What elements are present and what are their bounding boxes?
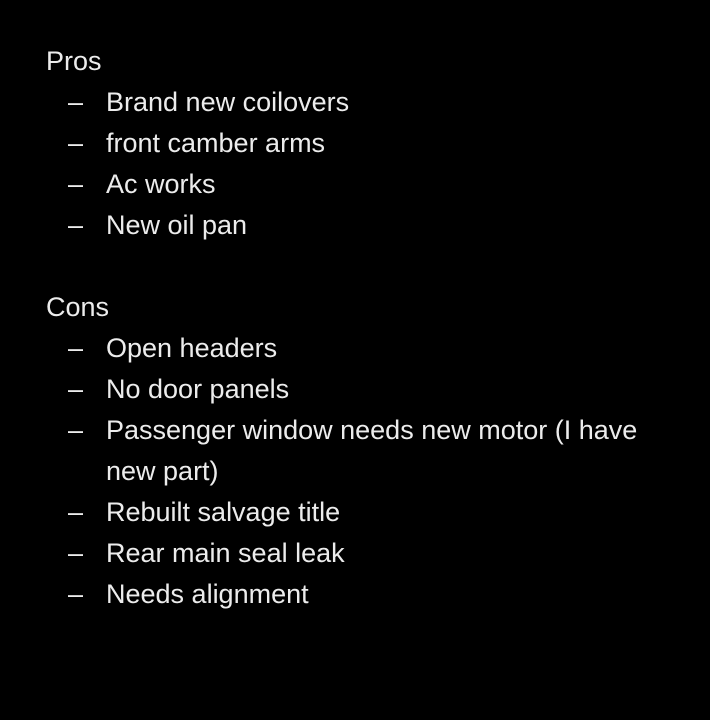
dash-bullet: – <box>68 415 84 445</box>
list-item <box>46 533 666 574</box>
list-item <box>46 123 666 164</box>
cons-list <box>46 328 666 615</box>
section-heading-cons: Cons <box>46 292 110 322</box>
list-item <box>46 492 666 533</box>
list-item-text: Needs alignment <box>106 579 309 609</box>
dash-bullet: – <box>68 538 84 568</box>
list-item <box>46 205 666 246</box>
list-item-text: No door panels <box>106 374 290 404</box>
dash-bullet: – <box>68 210 84 240</box>
dash-bullet: – <box>68 579 84 609</box>
blank-line <box>46 246 666 287</box>
section-heading-pros: Pros <box>46 46 102 76</box>
pros-list <box>46 82 666 246</box>
list-item-text: Rear main seal leak <box>106 538 345 568</box>
list-item-text: front camber arms <box>106 128 326 158</box>
list-item-text: New oil pan <box>106 210 248 240</box>
list-item-text: Ac works <box>106 169 216 199</box>
dash-bullet: – <box>68 87 84 117</box>
list-item <box>46 369 666 410</box>
list-item <box>46 82 666 123</box>
dash-bullet: – <box>68 128 84 158</box>
list-item <box>46 164 666 205</box>
list-item-text: Open headers <box>106 333 278 363</box>
list-item-text: Passenger window needs new motor (I have new part) <box>106 415 638 486</box>
dash-bullet: – <box>68 333 84 363</box>
dash-bullet: – <box>68 374 84 404</box>
list-item <box>46 574 666 615</box>
dash-bullet: – <box>68 497 84 527</box>
list-item-text: Rebuilt salvage title <box>106 497 341 527</box>
dash-bullet: – <box>68 169 84 199</box>
list-item <box>46 410 666 492</box>
list-item <box>46 328 666 369</box>
list-item-text: Brand new coilovers <box>106 87 350 117</box>
note-body[interactable] <box>46 41 666 615</box>
